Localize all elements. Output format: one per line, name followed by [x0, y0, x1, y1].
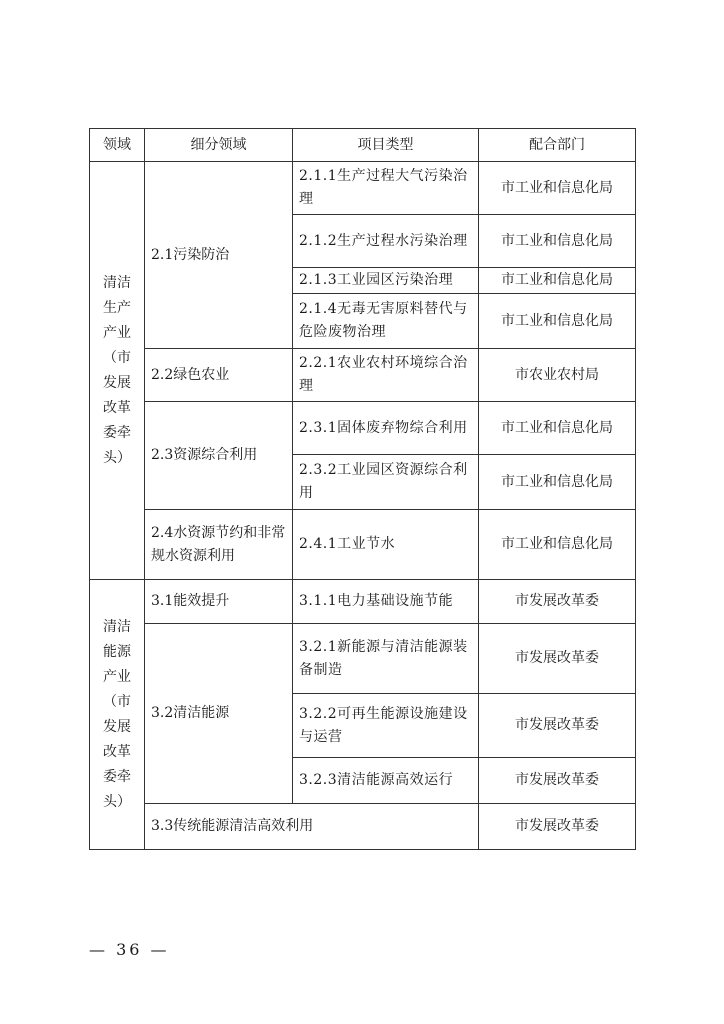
subfield-cell: 3.3传统能源清洁高效利用	[145, 804, 479, 850]
subfield-cell: 2.3资源综合利用	[145, 402, 293, 510]
table-row	[90, 402, 636, 455]
table-row	[90, 804, 636, 850]
table-row	[90, 510, 636, 580]
field-cell: 清洁能源产业（市发展改革委牵头）	[90, 580, 145, 850]
department-cell: 市工业和信息化局	[479, 162, 636, 215]
project-type-cell: 2.1.4无毒无害原料替代与危险废物治理	[293, 294, 479, 349]
header-department: 配合部门	[479, 129, 636, 162]
department-cell: 市农业农村局	[479, 349, 636, 402]
department-cell: 市工业和信息化局	[479, 455, 636, 510]
project-type-cell: 2.3.1固体废弃物综合利用	[293, 402, 479, 455]
department-cell: 市工业和信息化局	[479, 294, 636, 349]
department-cell: 市工业和信息化局	[479, 402, 636, 455]
table-row	[90, 624, 636, 694]
subfield-cell: 2.1污染防治	[145, 162, 293, 349]
project-type-cell: 2.1.3工业园区污染治理	[293, 268, 479, 294]
project-type-cell: 2.2.1农业农村环境综合治理	[293, 349, 479, 402]
table-header-row	[90, 129, 636, 162]
header-subfield: 细分领域	[145, 129, 293, 162]
project-type-cell: 3.1.1电力基础设施节能	[293, 580, 479, 624]
department-cell: 市发展改革委	[479, 694, 636, 758]
project-type-cell: 2.4.1工业节水	[293, 510, 479, 580]
project-type-cell: 2.1.1生产过程大气污染治理	[293, 162, 479, 215]
project-type-cell: 2.1.2生产过程水污染治理	[293, 215, 479, 268]
table-row	[90, 580, 636, 624]
subfield-cell: 3.1能效提升	[145, 580, 293, 624]
subfield-cell: 3.2清洁能源	[145, 624, 293, 804]
project-type-cell: 3.2.3清洁能源高效运行	[293, 758, 479, 804]
department-cell: 市发展改革委	[479, 804, 636, 850]
subfield-cell: 2.4水资源节约和非常规水资源利用	[145, 510, 293, 580]
field-cell: 清洁生产产业（市发展改革委牵头）	[90, 162, 145, 580]
department-cell: 市工业和信息化局	[479, 510, 636, 580]
project-type-cell: 3.2.2可再生能源设施建设与运营	[293, 694, 479, 758]
project-table	[89, 128, 636, 850]
department-cell: 市发展改革委	[479, 580, 636, 624]
department-cell: 市发展改革委	[479, 758, 636, 804]
table-container	[89, 128, 635, 850]
header-field: 领域	[90, 129, 145, 162]
table-row	[90, 349, 636, 402]
project-type-cell: 3.2.1新能源与清洁能源装备制造	[293, 624, 479, 694]
table-row	[90, 162, 636, 215]
department-cell: 市发展改革委	[479, 624, 636, 694]
project-type-cell: 2.3.2工业园区资源综合利用	[293, 455, 479, 510]
page-number: — 36 —	[89, 940, 170, 959]
department-cell: 市工业和信息化局	[479, 268, 636, 294]
header-project-type: 项目类型	[293, 129, 479, 162]
department-cell: 市工业和信息化局	[479, 215, 636, 268]
subfield-cell: 2.2绿色农业	[145, 349, 293, 402]
